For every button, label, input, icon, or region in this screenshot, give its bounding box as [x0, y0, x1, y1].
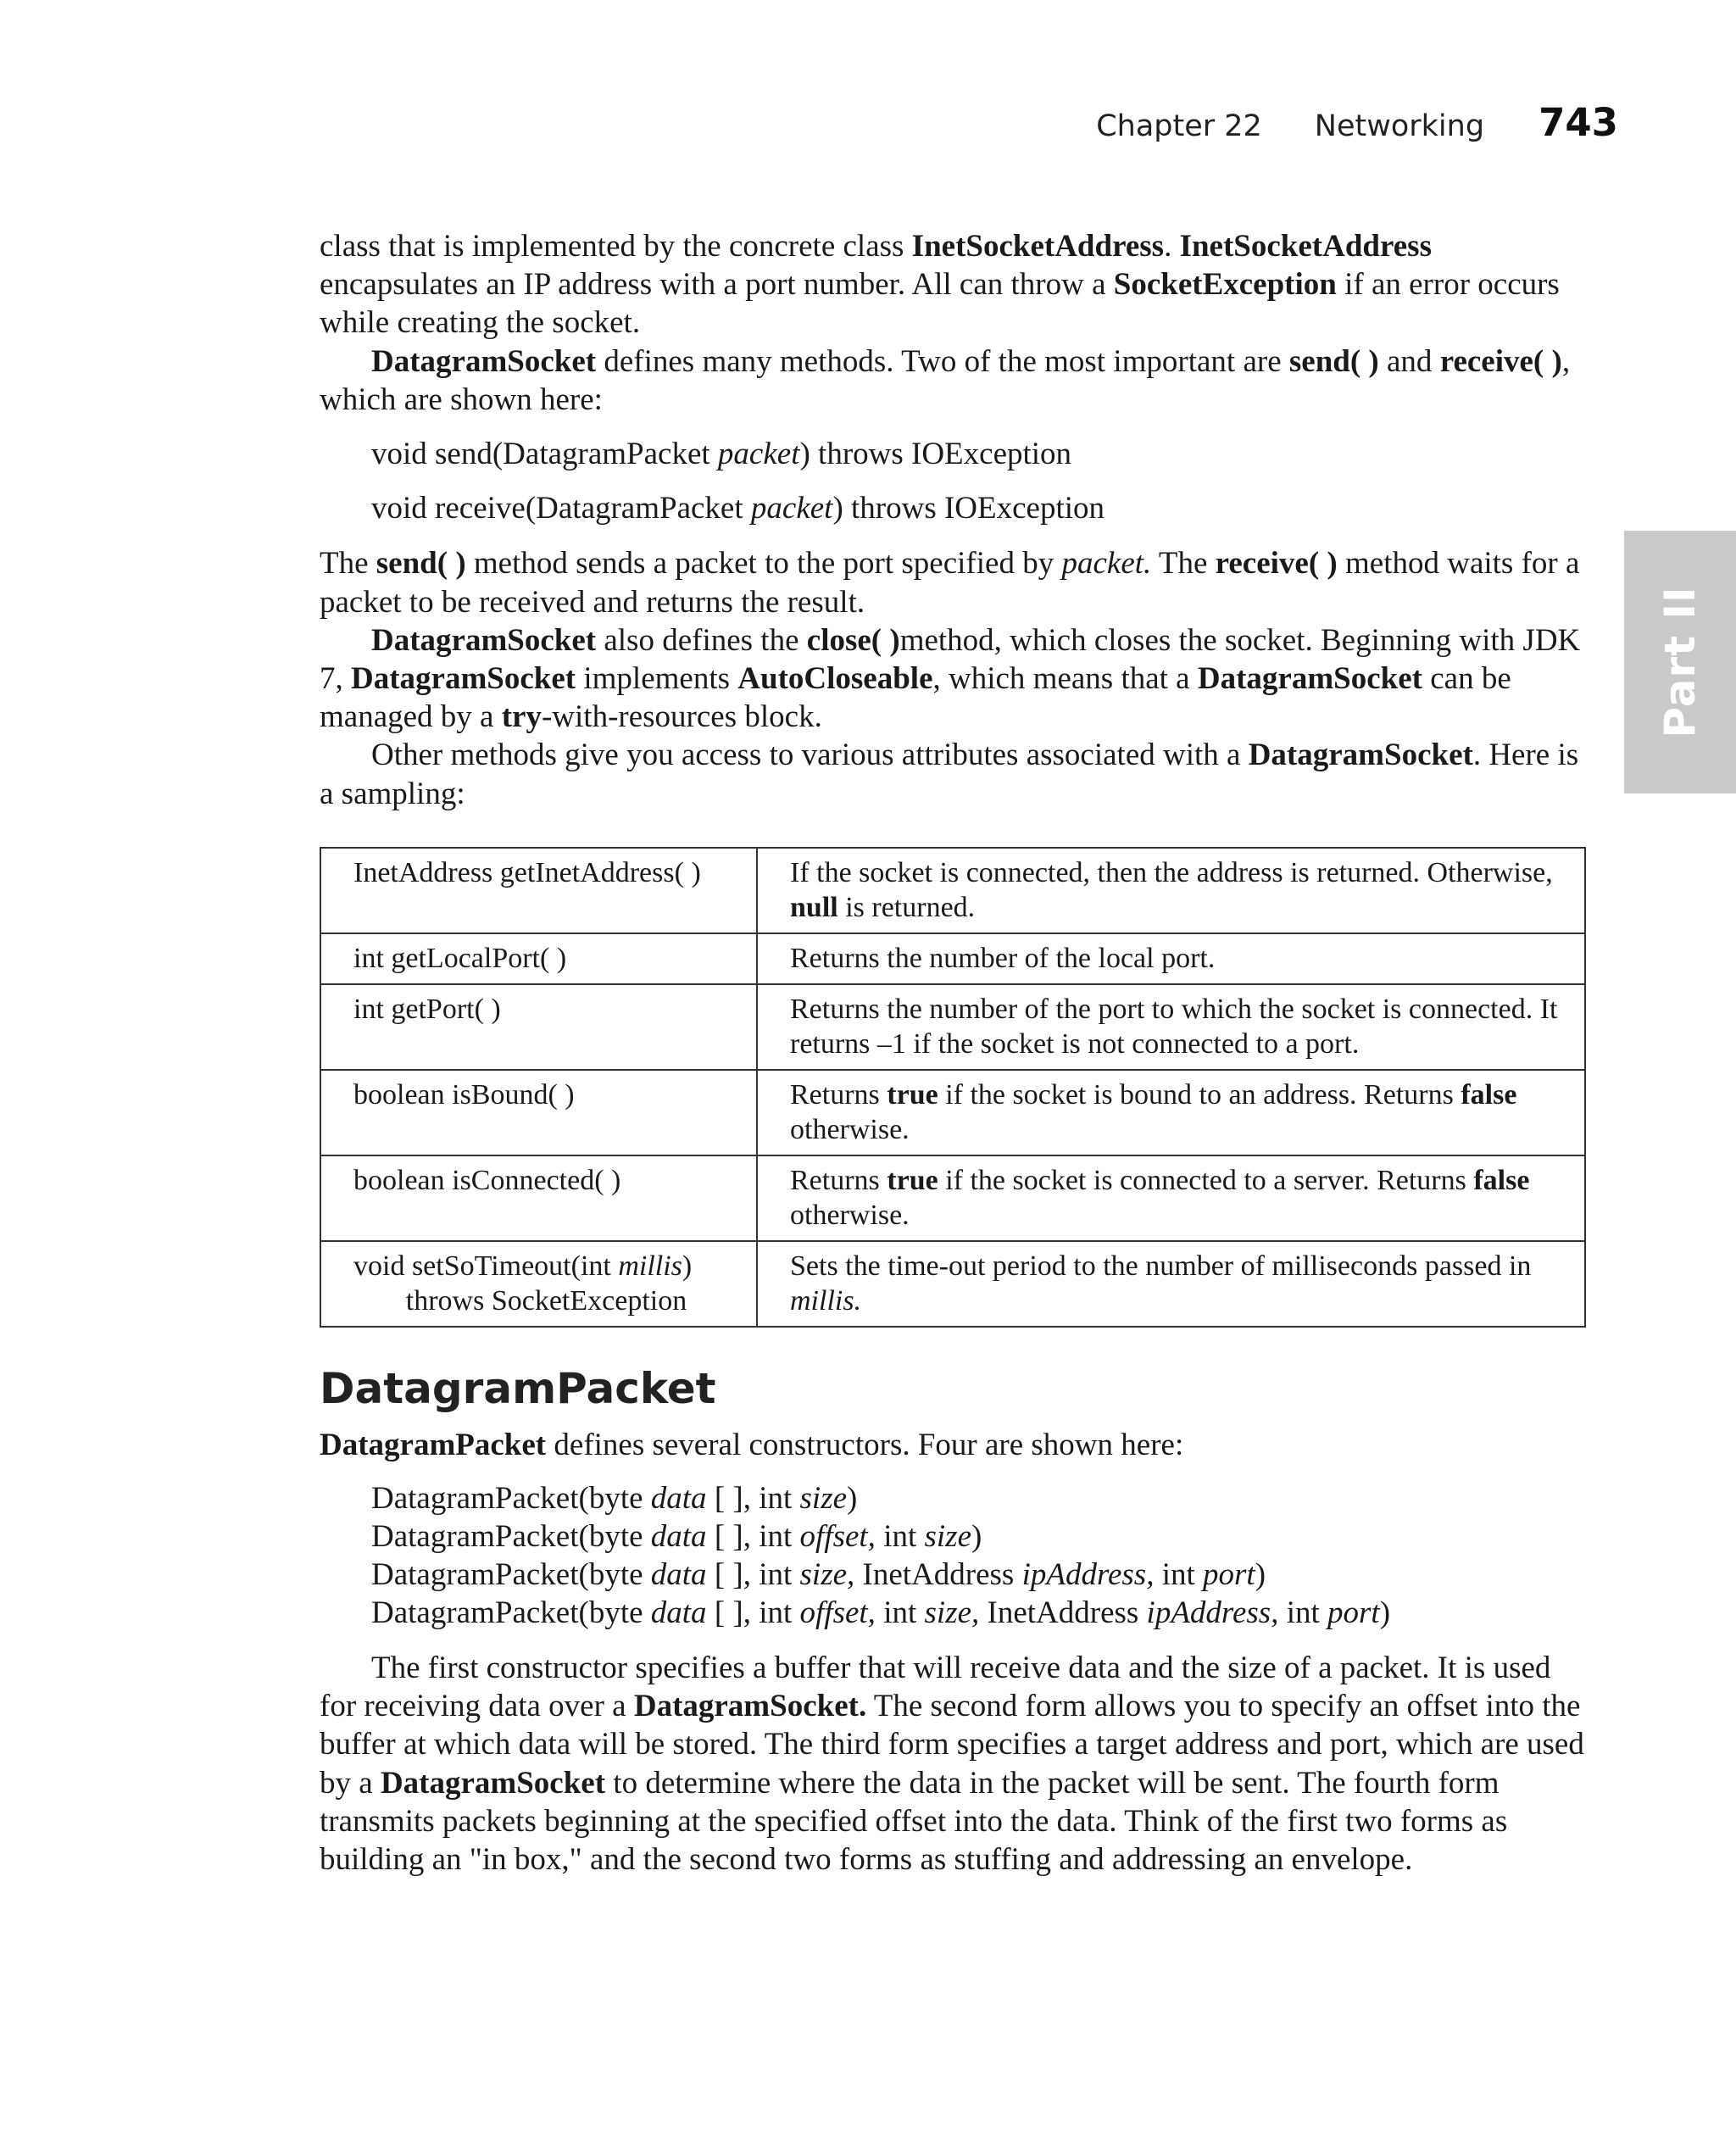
constructor-3: [320, 1556, 1585, 1594]
chapter-title: Networking: [1314, 109, 1485, 143]
text: ): [682, 1250, 693, 1282]
param-name: port: [1327, 1595, 1380, 1631]
part-tab-label: Part II: [1655, 586, 1705, 738]
description-cell: Returns the number of the local port.: [757, 933, 1585, 984]
param-name: port: [1203, 1557, 1255, 1593]
text: and: [1378, 343, 1440, 379]
text: class that is implemented by the concrete class: [320, 229, 912, 264]
description-cell: [757, 1155, 1585, 1241]
method-cell: InetAddress getInetAddress( ): [320, 848, 757, 933]
table-row: [320, 933, 1585, 984]
text: to determine where the data in the packet will be sent. The fourth form transmits packets beginning at the specified offset into the data. Think of the first two forms as building an "in box," and the second two forms as stuffing and addressing an envelope.: [320, 1765, 1508, 1878]
param-name: ipAddress,: [1021, 1557, 1155, 1593]
text: DatagramPacket(byte: [371, 1557, 651, 1593]
description-cell: Returns the number of the port to which the socket is connected. It returns –1 if the socket is not connected to a port.: [757, 984, 1585, 1070]
text: can be managed by a: [320, 661, 1511, 735]
param-name: ipAddress,: [1146, 1595, 1279, 1631]
paragraph-intro-2: [320, 342, 1585, 419]
text: otherwise.: [790, 1113, 910, 1145]
code-term: try: [501, 699, 542, 735]
param-name: size,: [799, 1557, 855, 1593]
text: also defines the: [596, 622, 807, 658]
code-term: AutoCloseable: [737, 661, 933, 697]
constructor-2: [320, 1517, 1585, 1556]
table-row: [320, 1241, 1585, 1327]
param-name: size: [799, 1481, 848, 1517]
text: DatagramPacket(byte: [371, 1519, 651, 1555]
param-name: data: [650, 1595, 707, 1631]
text: ) throws IOException: [832, 491, 1105, 526]
param-name: offset,: [799, 1519, 876, 1555]
text: ) throws IOException: [799, 437, 1072, 472]
text: if the socket is connected to a server. Returns: [938, 1164, 1474, 1196]
method-cell: int getLocalPort( ): [320, 933, 757, 984]
code-term: send( ): [376, 546, 466, 582]
part-side-tab: [1624, 531, 1736, 793]
constructor-4: [320, 1594, 1585, 1632]
text: otherwise.: [790, 1199, 910, 1231]
text: ): [971, 1519, 982, 1555]
text: implements: [576, 661, 738, 697]
text: void receive(DatagramPacket: [371, 491, 751, 526]
text: void send(DatagramPacket: [371, 437, 718, 472]
chapter-label: Chapter 22: [1096, 109, 1262, 143]
method-cell: int getPort( ): [320, 984, 757, 1070]
text: . Here is a sampling:: [320, 738, 1579, 811]
text: [ ], int: [706, 1481, 800, 1517]
text: InetAddress: [854, 1557, 1022, 1593]
param-name: offset,: [799, 1595, 876, 1631]
text: int: [1154, 1557, 1204, 1593]
param-name: millis.: [790, 1284, 862, 1317]
receive-signature: [320, 489, 1585, 527]
keyword: true: [887, 1164, 938, 1196]
paragraph-intro-5: [320, 736, 1585, 812]
text: The first constructor specifies a buffer that will receive data and the size of a packet. It is used for receiving data over a: [320, 1651, 1551, 1724]
param-name: size,: [924, 1595, 980, 1631]
text: ): [1255, 1557, 1266, 1593]
page-body: [320, 227, 1585, 1879]
text: -with-resources block.: [541, 699, 822, 735]
paragraph-intro-4: [320, 621, 1585, 737]
param-name: data: [650, 1557, 707, 1593]
description-cell: [757, 848, 1585, 933]
code-term: DatagramSocket: [371, 622, 597, 658]
method-cell: [320, 1241, 757, 1327]
keyword: false: [1473, 1164, 1530, 1196]
code-term: DatagramPacket: [320, 1427, 547, 1462]
text: method waits for a packet to be received and returns the result.: [320, 546, 1580, 620]
description-cell: [757, 1070, 1585, 1155]
text: DatagramPacket(byte: [371, 1481, 651, 1517]
running-head: [1096, 100, 1618, 151]
text: .: [1164, 229, 1180, 264]
text: Other methods give you access to various attributes associated with a: [371, 738, 1249, 773]
constructor-1: [320, 1479, 1585, 1517]
table-row: [320, 984, 1585, 1070]
text: [ ], int: [706, 1557, 800, 1593]
send-signature: [320, 435, 1585, 473]
paragraph-section-1: [320, 1426, 1585, 1464]
methods-table: [320, 847, 1586, 1328]
code-term: close( ): [806, 622, 900, 658]
constructor-list: [320, 1479, 1585, 1632]
throws-clause: throws SocketException: [405, 1284, 687, 1317]
text: is returned.: [837, 891, 976, 923]
text: int: [875, 1595, 925, 1631]
keyword: null: [790, 891, 838, 923]
code-term: receive( ): [1215, 546, 1338, 582]
code-term: DatagramSocket.: [633, 1689, 867, 1724]
code-term: InetSocketAddress: [911, 229, 1165, 264]
table-row: [320, 848, 1585, 933]
text: method, which closes the socket. Beginning with JDK 7,: [320, 622, 1581, 697]
paragraph-intro-3: [320, 544, 1585, 621]
text: The second form allows you to specify an offset into the buffer at which data will be stored. The third form specifies a target address and port, which are used by a: [320, 1689, 1584, 1801]
method-cell: boolean isConnected( ): [320, 1155, 757, 1241]
table-row: [320, 1070, 1585, 1155]
text: if the socket is bound to an address. Returns: [938, 1078, 1461, 1111]
text: Sets the time-out period to the number of milliseconds passed in: [790, 1250, 1532, 1282]
code-term: InetSocketAddress: [1179, 229, 1432, 264]
text: , which means that a: [932, 661, 1198, 697]
code-term: send( ): [1288, 343, 1379, 379]
code-term: SocketException: [1113, 267, 1337, 303]
param-name: millis: [618, 1250, 682, 1282]
page-number: 743: [1538, 100, 1618, 145]
param-name: data: [650, 1519, 707, 1555]
code-term: DatagramSocket: [351, 661, 576, 697]
description-cell: [757, 1241, 1585, 1327]
table-row: [320, 1155, 1585, 1241]
text: int: [875, 1519, 925, 1555]
code-term: DatagramSocket: [1248, 738, 1473, 773]
code-term: DatagramSocket: [1197, 661, 1422, 697]
text: DatagramPacket(byte: [371, 1595, 651, 1631]
keyword: true: [887, 1078, 938, 1111]
text: Returns: [790, 1078, 887, 1111]
text: defines several constructors. Four are shown here:: [546, 1427, 1184, 1462]
text: encapsulates an IP address with a port number. All can throw a: [320, 267, 1114, 303]
text: defines many methods. Two of the most important are: [596, 343, 1289, 379]
text: ): [847, 1481, 858, 1517]
text: The: [320, 546, 376, 582]
text: If the socket is connected, then the address is returned. Otherwise,: [790, 856, 1553, 888]
param-name: size: [924, 1519, 971, 1555]
method-cell: boolean isBound( ): [320, 1070, 757, 1155]
text: if an error occurs while creating the socket.: [320, 267, 1560, 341]
section-heading: DatagramPacket: [320, 1363, 716, 1413]
text: [ ], int: [706, 1595, 800, 1631]
param-name: packet: [717, 437, 800, 472]
param-name: data: [650, 1481, 707, 1517]
keyword: false: [1461, 1078, 1517, 1111]
code-term: DatagramSocket: [380, 1765, 606, 1801]
text: int: [1278, 1595, 1327, 1631]
text: , which are shown here:: [320, 343, 1571, 417]
text: [ ], int: [706, 1519, 800, 1555]
text: method sends a packet to the port specified by: [465, 546, 1062, 582]
code-term: receive( ): [1439, 343, 1562, 379]
paragraph-section-2: [320, 1649, 1585, 1879]
param-name: packet: [750, 491, 833, 526]
text: void setSoTimeout(int: [353, 1250, 619, 1282]
text: InetAddress: [979, 1595, 1147, 1631]
param-name: packet.: [1061, 546, 1152, 582]
code-term: DatagramSocket: [371, 343, 597, 379]
text: ): [1379, 1595, 1391, 1631]
text: Returns: [790, 1164, 887, 1196]
text: The: [1151, 546, 1216, 582]
paragraph-intro-1: [320, 227, 1585, 342]
